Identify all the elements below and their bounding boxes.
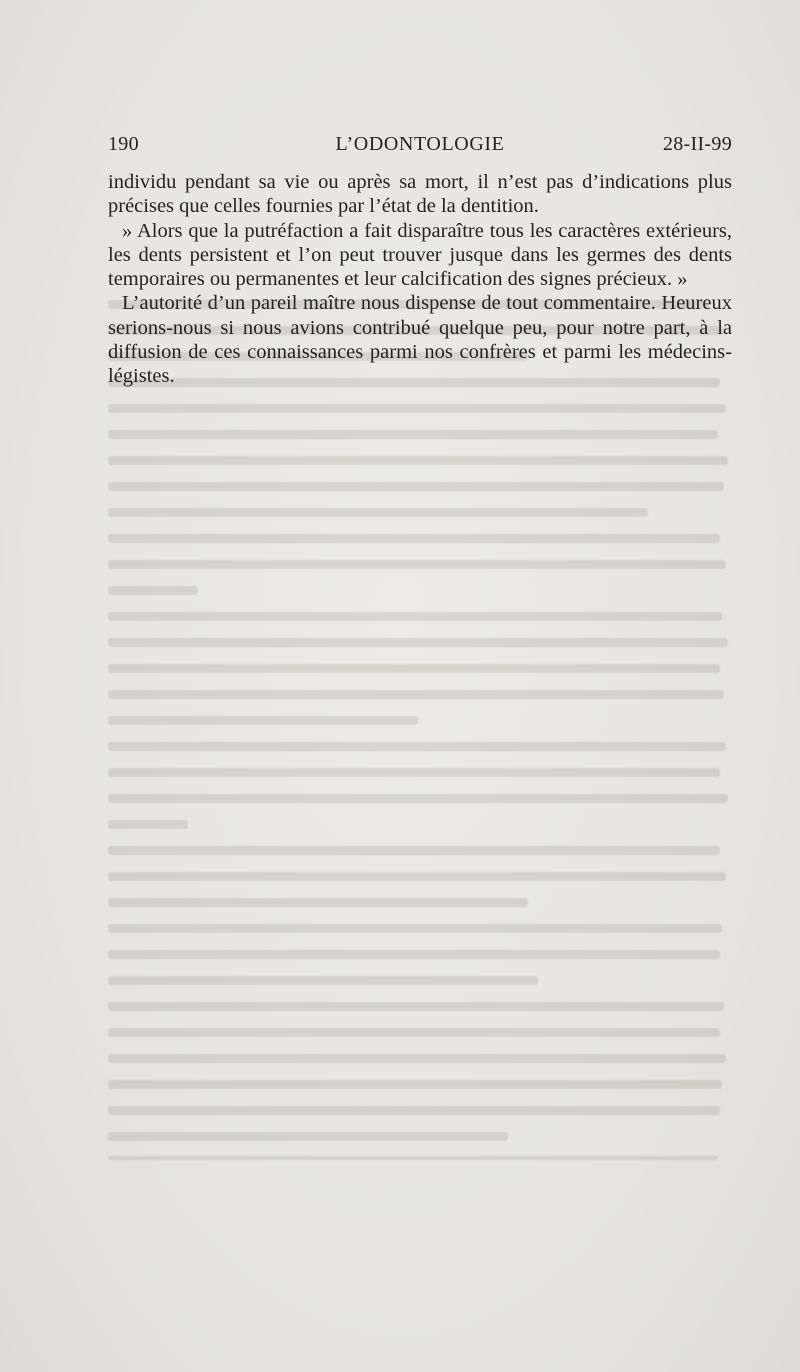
paragraph: L’autorité d’un pareil maître nous dispense de tout commentaire. Heureux serions-nous si nous avions contribué quelque peu, pour notre part, à la diffusion de ces connaissances parmi nos confrères et parmi les médecins-légistes. [108,292,732,388]
paragraph: » Alors que la putréfaction a fait disparaître tous les caractères extérieurs, les dents persistent et l’on peut trouver jusque dans les germes des dents temporaires ou permanentes et leur calcification des signes précieux. » [108,219,732,291]
body-text [108,170,732,389]
running-title: L’ODONTOLOGIE [335,133,505,155]
bleed-through-text [108,300,738,1160]
paragraph: individu pendant sa vie ou après sa mort, il n’est pas d’indications plus précises que celles fournies par l’état de la dentition. [108,171,732,218]
running-header [108,133,732,161]
issue-date: 28-II-99 [662,133,732,155]
page-number: 190 [108,133,139,155]
